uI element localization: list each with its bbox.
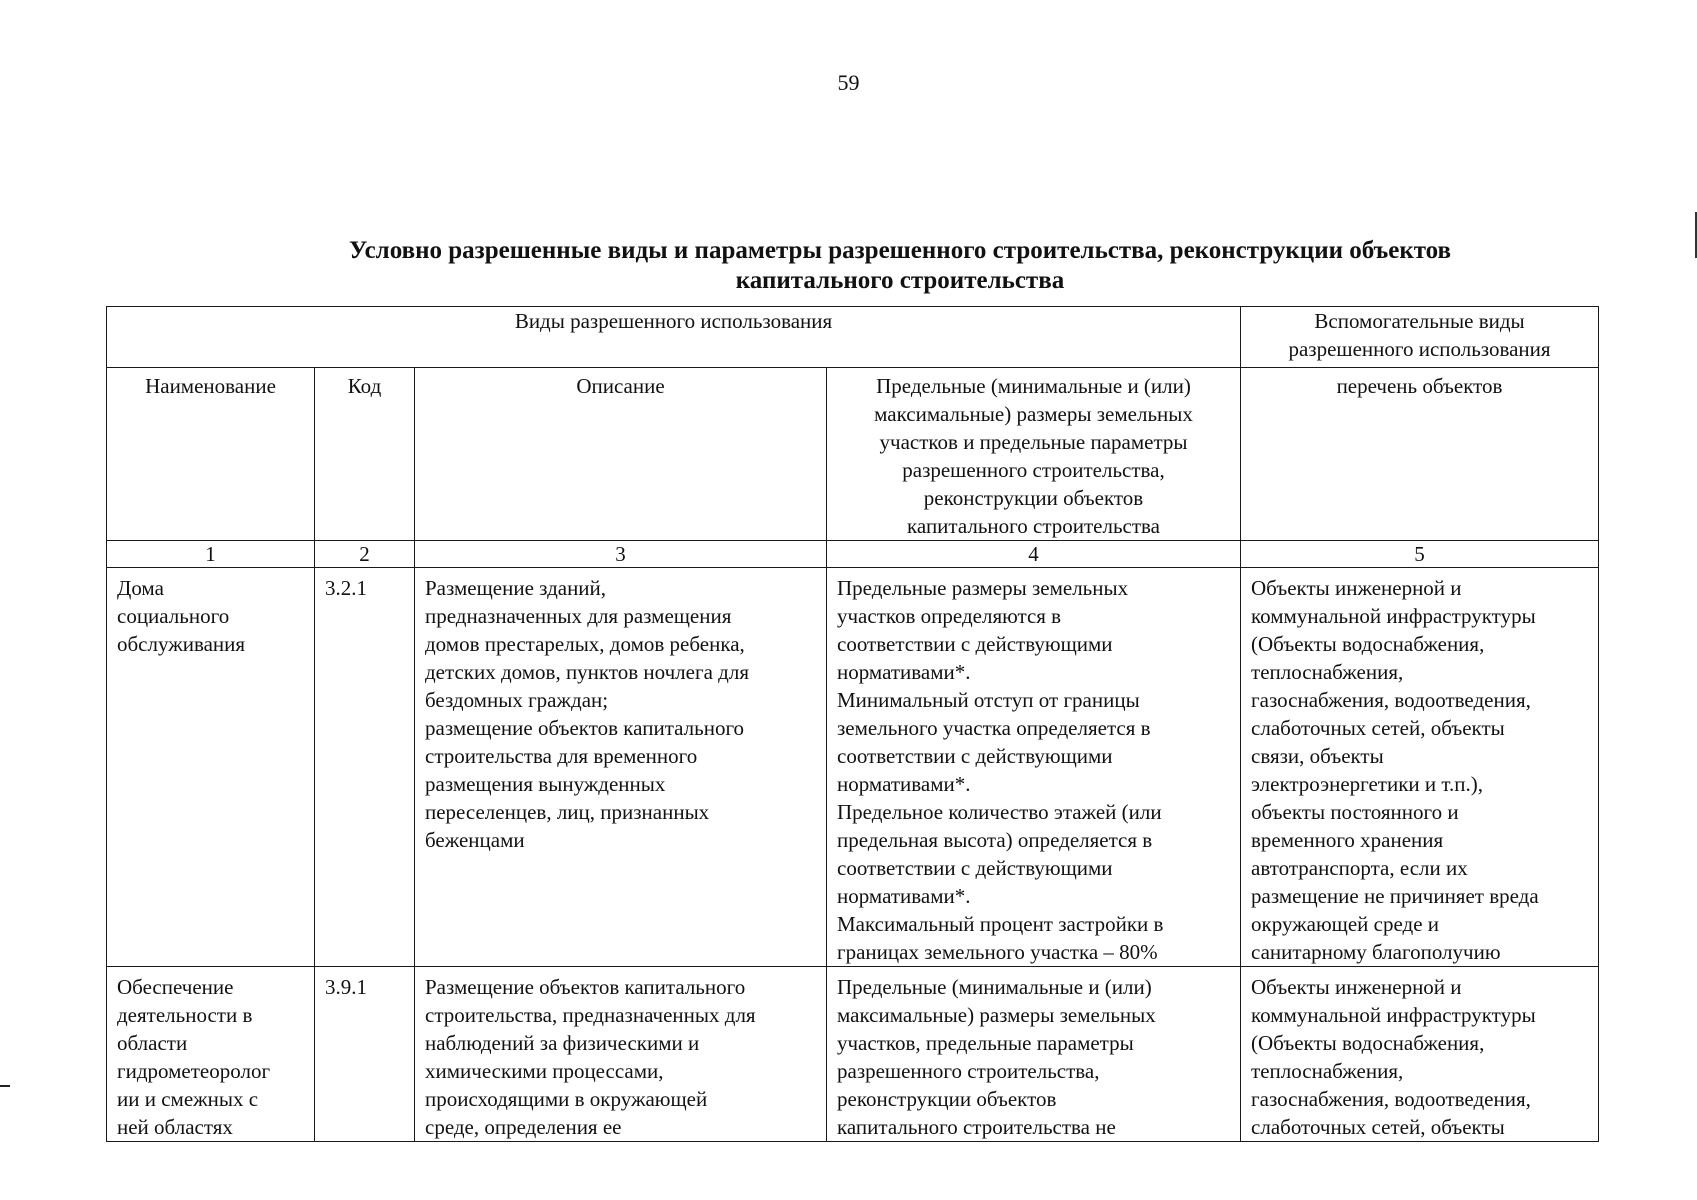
row-name-cell: Дома социального обслуживания bbox=[107, 568, 315, 967]
scan-margin-mark bbox=[0, 1085, 10, 1087]
row-objects-cell: Объекты инженерной и коммунальной инфраструктуры (Объекты водоснабжения, теплоснабжения, газоснабжения, водоотведения, слаботочных сетей, объекты связи, объекты электроэнергетики и т.п.), объекты постоянного и временного хранения автотранспорта, если их размещение не причиняет вреда окружающей среде и санитарному благополучию bbox=[1241, 568, 1599, 967]
document-title-line-1: Условно разрешенные виды и параметры разрешенного строительства, реконструкции объектов bbox=[348, 237, 1452, 264]
page-number: 59 bbox=[837, 70, 860, 95]
column-header-name: Наименование bbox=[107, 368, 315, 541]
column-number-row bbox=[107, 541, 1599, 568]
row-parameters-cell: Предельные размеры земельных участков определяются в соответствии с действующими нормативами*. Минимальный отступ от границы земельного участка определяется в соответствии с действующими нормативами*. Предельное количество этажей (или предельная высота) определяется в соответствии с действующими нормативами*. Максимальный процент застройки в границах земельного участка – 80% bbox=[827, 568, 1241, 967]
row-name-cell: Обеспечение деятельности в области гидрометеоролог ии и смежных с ней областях bbox=[107, 967, 315, 1142]
column-header-row bbox=[107, 368, 1599, 541]
row-description-cell: Размещение объектов капитального строительства, предназначенных для наблюдений за физическими и химическими процессами, происходящими в окружающей среде, определения ее bbox=[415, 967, 827, 1142]
row-parameters-cell: Предельные (минимальные и (или) максимальные) размеры земельных участков, предельные параметры разрешенного строительства, реконструкции объектов капитального строительства не bbox=[827, 967, 1241, 1142]
group-header-primary: Виды разрешенного использования bbox=[107, 307, 1241, 368]
row-objects-cell: Объекты инженерной и коммунальной инфраструктуры (Объекты водоснабжения, теплоснабжения, газоснабжения, водоотведения, слаботочных сетей, объекты bbox=[1241, 967, 1599, 1142]
table-row bbox=[107, 568, 1599, 967]
group-header-auxiliary: Вспомогательные виды разрешенного использования bbox=[1241, 307, 1599, 368]
land-use-table bbox=[106, 306, 1599, 1142]
column-header-objects: перечень объектов bbox=[1241, 368, 1599, 541]
column-number: 5 bbox=[1241, 541, 1599, 568]
column-number: 3 bbox=[415, 541, 827, 568]
document-title bbox=[240, 236, 1560, 296]
column-header-code: Код bbox=[315, 368, 415, 541]
row-code-cell: 3.9.1 bbox=[315, 967, 415, 1142]
column-number: 4 bbox=[827, 541, 1241, 568]
row-code-cell: 3.2.1 bbox=[315, 568, 415, 967]
group-header-row bbox=[107, 307, 1599, 368]
table-row bbox=[107, 967, 1599, 1142]
row-description-cell: Размещение зданий, предназначенных для размещения домов престарелых, домов ребенка, детских домов, пунктов ночлега для бездомных граждан; размещение объектов капитального строительства для временного размещения вынужденных переселенцев, лиц, признанных беженцами bbox=[415, 568, 827, 967]
column-header-description: Описание bbox=[415, 368, 827, 541]
column-header-parameters: Предельные (минимальные и (или) максимальные) размеры земельных участков и предельные параметры разрешенного строительства, реконструкции объектов капитального строительства bbox=[827, 368, 1241, 541]
column-number: 2 bbox=[315, 541, 415, 568]
document-title-line-2: капитального строительства bbox=[735, 267, 1065, 294]
column-number: 1 bbox=[107, 541, 315, 568]
